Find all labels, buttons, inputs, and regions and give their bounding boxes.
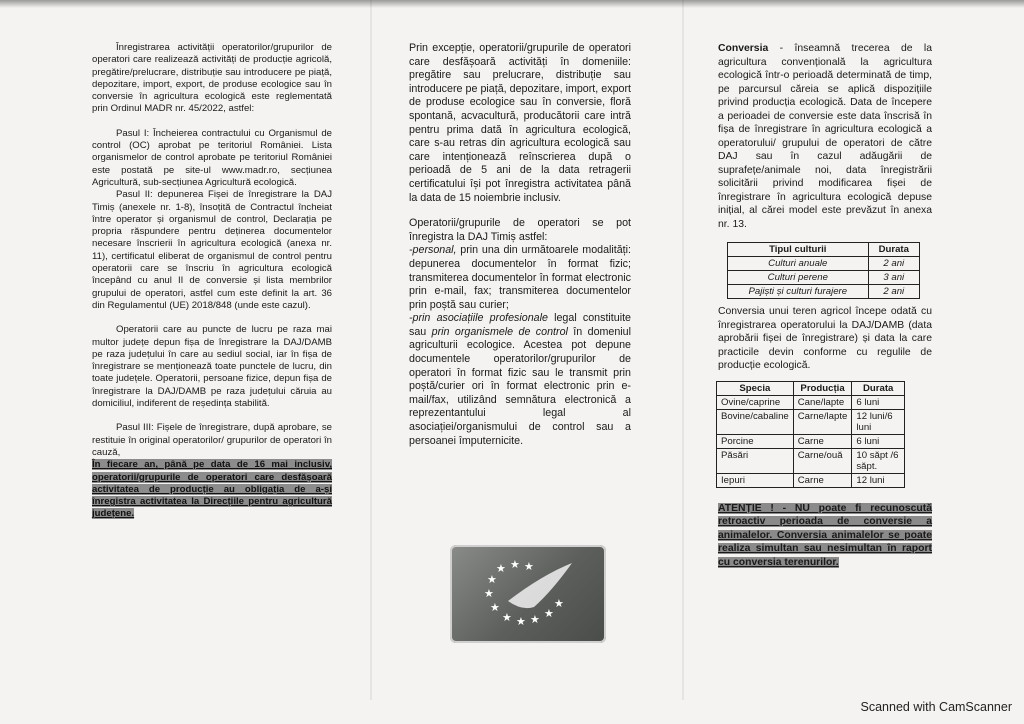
table-row: Culturi anuale 2 ani [728,257,920,271]
intro-paragraph: Înregistrarea activității operatorilor/grupurilor de operatori care realizează activități de producție agricolă, pregătire/prelucrare, distribuție sau introducere pe piață, depozitare, import, export, de produse ecologice sau în conversie în agricultura ecologică este reglementată prin Ordinul MADR nr. 45/2022, astfel: [92,42,332,115]
step-one-paragraph: Pasul I: Încheierea contractului cu Organismul de control (OC) aprobat pe teritoriul României. Lista organismelor de control aprobate pe teritoriul României este postată pe site-ul www.madr.ro, secțiunea Agricultură, sub-secțiunea Agricultură ecologică. [92,127,332,188]
table-row: Iepuri Carne 12 luni [717,473,905,487]
svg-text:★: ★ [487,573,497,586]
fold-line-right [682,0,684,700]
table-header: Tipul culturii [728,243,869,257]
personal-method: -personal, prin una din următoarele modalități: depunerea documentelor în format fizic; transmiterea documentelor în format electronic prin e-mail, fax; transmiterea documentelor prin poștă sau curier; [409,244,631,311]
table-row: Bovine/cabaline Carne/lapte 12 luni/6 luni [717,409,905,434]
table-row: Ovine/caprine Cane/lapte 6 luni [717,395,905,409]
table-header: Durata [852,381,905,395]
attention-note: ATENȚIE ! - NU poate fi recunoscută retroactiv perioada de conversie a animalelor. Conversia animalelor se poate realiza simultan sau nesimultan în raport cu conversia terenurilor. [718,502,932,568]
svg-text:★: ★ [530,613,540,626]
scanner-watermark: Scanned with CamScanner [860,700,1012,714]
table-row: Porcine Carne 6 luni [717,434,905,448]
deadline-highlight: În fiecare an, până pe data de 16 mai inclusiv, operatorii/grupurile de operatori care desfășoară activitatea de producție au obligația de a-și înregistra activitatea la Direcțiile pentru agricultură județene. [92,459,332,520]
table-row: Pajiști și culturi furajere 2 ani [728,285,920,299]
svg-text:★: ★ [496,562,506,575]
crop-conversion-table [727,242,920,299]
table-header: Producția [793,381,852,395]
registration-methods-intro: Operatorii/grupurile de operatori se pot înregistra la DAJ Timiș astfel: [409,217,631,243]
fold-line-left [370,0,372,700]
column-left [92,42,332,521]
svg-text:★: ★ [554,597,564,610]
animal-conversion-table [716,381,905,488]
eu-organic-logo [450,545,606,643]
conversion-definition: Conversia - înseamnă trecerea de la agricultura convențională la agricultura ecologică într-o perioadă determinată de timp, pe parcursul căreia se aplică dispozițiile privind producția ecologică. Data de începere a perioadei de conversie este data înscrisă în fișa de înregistrare în agricultura ecologică a operatorului/ grupului de operatori de către DAJ sau în cazul adăugării de suprafețe/animale noi, data înregistrării solicitării privind modificarea fișei de înregistrare în agricultura ecologică depuse inițial, al cărei model este prevăzut în anexa nr. 13. [718,43,932,230]
svg-text:★: ★ [490,601,500,614]
column-middle [409,42,631,448]
step-two-paragraph: Pasul II: depunerea Fișei de înregistrare la DAJ Timiș (anexele nr. 1-8), însoțită de Contractul încheiat între operator și organismul de control, Declarația pe propria răspundere pentru deținerea documentelor necesare înscrierii în agricultura ecologică (anexa nr. 11), certificatul eliberat de organismul de control pentru operatorii care se înscriu în agricultura ecologică începând cu anul II de conversie și lista membrilor grupului de operatori, astfel cum este definit la art. 36 din Regulamentul (UE) 2018/848 (unde este cazul). [92,189,332,311]
svg-text:★: ★ [484,587,494,600]
work-points-paragraph: Operatorii care au puncte de lucru pe raza mai multor județe depun fișa de înregistrare la DAJ/DAMB pe raza județului în care au sediul social, iar în fișa de înregistrare se menționează toate punctele de lucru, din toate județele. Operatorii, persoane fizice, depun fișa de înregistrare la DAJ/DAMB pe raza județului căruia au domiciliul, indiferent de reședința stabilită. [92,324,332,410]
svg-text:★: ★ [516,615,526,628]
table-header: Durata [868,243,919,257]
land-conversion-paragraph: Conversia unui teren agricol începe odată cu înregistrarea operatorului la DAJ/DAMB (data aprobării fișei de înregistrare) și data la care practicile devin conforme cu regulile de producție ecologică. [718,306,932,371]
table-row: Culturi perene 3 ani [728,271,920,285]
association-method: -prin asociațiile profesionale legal constituite sau prin organismele de control în domeniul agriculturii ecologice. Acestea pot depune documentele operatorilor/grupurilor de operatori în format fizic sau le transmit prin poștă/curier ori în format electronic prin e-mail/fax, utilizând semnătura electronică a reprezentantului legal al asociației/organismului de control sau a persoanei împuternicite. [409,312,631,447]
svg-text:★: ★ [524,560,534,573]
column-right [718,42,932,569]
svg-text:★: ★ [544,607,554,620]
table-header: Specia [717,381,794,395]
step-three-paragraph: Pasul III: Fișele de înregistrare, după aprobare, se restituie în original operatorilor/ grupurilor de operatori în cauză, [92,422,332,458]
exception-paragraph: Prin excepție, operatorii/grupurile de operatori care desfășoară activități în domeniile: pregătire sau prelucrare, distribuție sau introducere pe piață, depozitare, import, export de produse ecologice sau în conversie, floră spontană, acvacultură, producătorii care intră pentru prima dată în agricultura ecologică, care s-au retras din agricultura ecologică sau care intenționează reînscrierea după o perioadă de 5 ani de la data retragerii certificatului își pot înregistra activitatea până la data de 15 noiembrie inclusiv. [409,42,631,204]
svg-text:★: ★ [502,611,512,624]
svg-text:★: ★ [510,558,520,571]
scan-top-edge [0,0,1024,8]
table-row: Păsări Carne/ouă 10 săpt /6 săpt. [717,448,905,473]
